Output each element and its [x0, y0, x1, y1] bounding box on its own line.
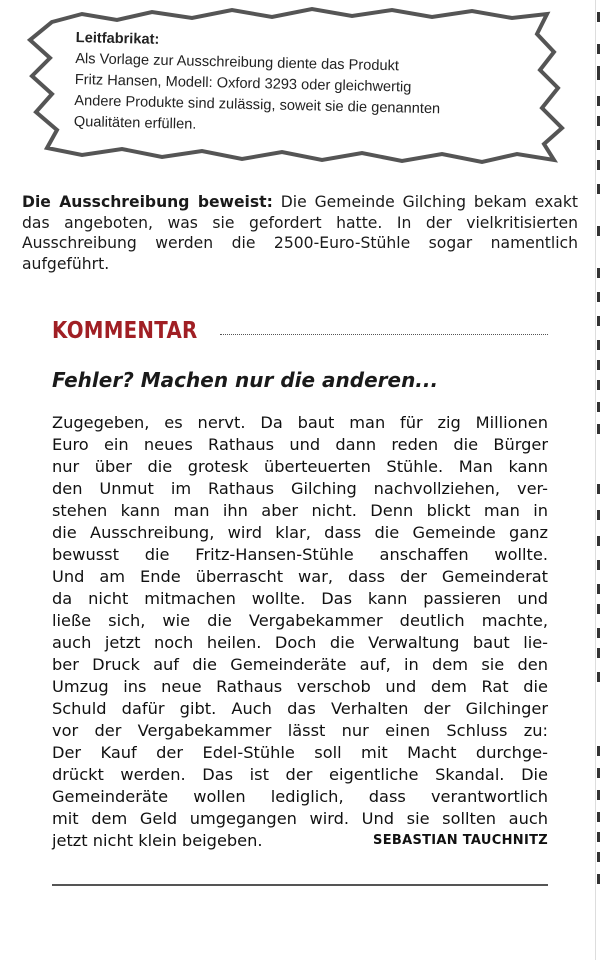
body-line: auch jetzt noch heilen. Doch die Verwaltung baut lie-	[52, 633, 548, 652]
article-headline: Fehler? Machen nur die anderen...	[52, 368, 439, 392]
body-last-line	[52, 830, 548, 852]
body-line: ber Druck auf die Gemeinderäte auf, in dem sie den	[52, 655, 548, 674]
body-line: drückt werden. Das ist der eigentliche Skandal. Die	[52, 765, 548, 784]
bottom-rule	[52, 884, 548, 886]
article-body	[52, 412, 548, 852]
body-line: bewusst die Fritz-Hansen-Stühle anschaffen wollte.	[52, 545, 548, 564]
clipping-title: Leitfabrikat:	[75, 29, 160, 48]
body-line: Der Kauf der Edel-Stühle soll mit Macht durchge-	[52, 743, 548, 762]
clipping-line: Fritz Hansen, Modell: Oxford 3293 oder gleichwertig	[74, 71, 412, 96]
body-line: da nicht mitmachen wollte. Das kann passieren und	[52, 589, 548, 608]
section-heading: KOMMENTAR	[52, 318, 198, 344]
body-line: Zugegeben, es nervt. Da baut man für zig Millionen	[52, 413, 548, 432]
clipping-line: Als Vorlage zur Ausschreibung diente das Produkt	[75, 50, 400, 75]
body-line: Schuld dafür gibt. Auch das Verhalten der Gilchinger	[52, 699, 548, 718]
author-byline: SEBASTIAN TAUCHNITZ	[373, 833, 548, 848]
clipping-text	[74, 28, 556, 144]
body-line: nur über die grotesk überteuerten Stühle. Man kann	[52, 457, 548, 476]
body-line: Euro ein neues Rathaus und dann reden die Bürger	[52, 435, 548, 454]
body-line: die Ausschreibung, wird klar, dass die Gemeinde ganz	[52, 523, 548, 542]
caption-text: Die Gemeinde Gilching bekam exakt das angeboten, was sie gefordert hatte. In der vielkritisierten Ausschreibung werden die 2500-Euro-Stühle sogar namentlich aufgeführt.	[22, 193, 578, 273]
body-line: vor der Vergabekammer lässt nur einen Schluss zu:	[52, 721, 548, 740]
adjacent-column-fragment	[595, 0, 604, 960]
clipping-box	[22, 4, 574, 166]
body-line: jetzt nicht klein beigeben.	[52, 831, 263, 850]
body-line: ließe sich, wie die Vergabekammer deutlich machte,	[52, 611, 548, 630]
image-caption	[22, 192, 578, 274]
clipping-line: Andere Produkte sind zulässig, soweit sie die genannten	[74, 92, 441, 118]
body-line: stehen kann man ihn aber nicht. Denn blickt man in	[52, 501, 548, 520]
body-line: mit dem Geld umgegangen wird. Und sie sollten auch	[52, 809, 548, 828]
clipping-line: Qualitäten erfüllen.	[73, 113, 197, 133]
caption-lead: Die Ausschreibung beweist:	[22, 193, 273, 211]
body-line: Und am Ende überrascht war, dass der Gemeinderat	[52, 567, 548, 586]
body-line: Gemeinderäte wollen lediglich, dass verantwortlich	[52, 787, 548, 806]
section-dotted-rule	[220, 334, 548, 335]
body-line: Umzug ins neue Rathaus verschob und dem Rat die	[52, 677, 548, 696]
body-line: den Unmut im Rathaus Gilching nachvollziehen, ver-	[52, 479, 548, 498]
